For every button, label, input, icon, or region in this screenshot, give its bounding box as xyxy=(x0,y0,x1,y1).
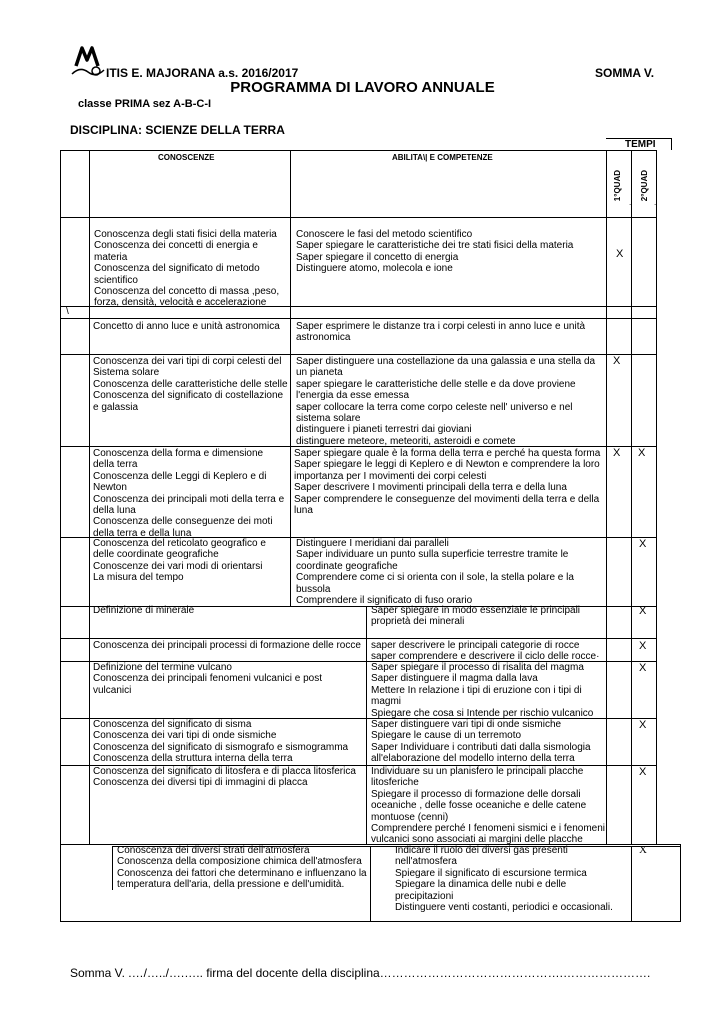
column-header-quad2: 2°QUAD xyxy=(640,170,649,202)
discipline-label: DISCIPLINA: SCIENZE DELLA TERRA xyxy=(70,123,285,137)
row-1-conoscenze: Conoscenza degli stati fisici della materia Conoscenza dei concetti di energia e materia Conoscenza del significato di metodo scientifico Conoscenza del concetto di massa ,peso, forza, densità, velocità e accelerazione xyxy=(94,229,280,309)
row-5-abilita: Distinguere I meridiani dai paralleli Saper individuare un punto sulla superficie terrestre tramite le coordinate geografiche Comprendere come ci si orienta con il sole, la stella polare e la bussola Comprendere il significato di fuso orario xyxy=(296,538,574,607)
row-10-conoscenze: Conoscenza del significato di litosfera e di placca litosferica Conoscenza dei diversi tipi di immagini di placca xyxy=(93,766,356,789)
row-7-abilita: saper descrivere le principali categorie di rocce saper comprendere e descrivere il ciclo delle rocce· xyxy=(371,640,600,663)
row-7-quad2: X xyxy=(639,640,647,652)
row-5-conoscenze: Conoscenza del reticolato geografico e delle coordinate geografiche Conoscenze dei vari modi di orientarsi La misura del tempo xyxy=(93,538,266,584)
row-5-quad2: X xyxy=(639,538,647,550)
quad2-dot: . xyxy=(654,198,657,207)
page-title: PROGRAMMA DI LAVORO ANNUALE xyxy=(230,79,495,96)
teacher-name: SOMMA V. xyxy=(595,66,655,80)
row-9-conoscenze: Conoscenza del significato di sisma Conoscenza dei vari tipi di onde sismiche Conoscenza del significato di sismografo e sismogramma Conoscenza della struttura interna della terra xyxy=(93,719,349,765)
signature-line: Somma V. .…/…../….….. firma del docente della disciplina……………………………………….…………………. xyxy=(70,966,651,980)
school-year: ITIS E. MAJORANA a.s. 2016/2017 xyxy=(106,66,299,80)
row-3-quad1: X xyxy=(613,355,621,367)
row-7-conoscenze: Conoscenza dei principali processi di formazione delle rocce xyxy=(93,640,361,651)
row-3-conoscenze: Conoscenza dei vari tipi di corpi celesti del Sistema solare Conoscenza delle caratteristiche delle stelle Conoscenza del significato di costellazione e galassia xyxy=(93,356,288,413)
row-11-abilita: Indicare il ruolo dei diversi gas presenti nell'atmosfera Spiegare il significato di escursione termica Spiegare la dinamica delle nubi e delle precipitazioni Distinguere venti costanti, periodici e occasionali. xyxy=(395,845,613,914)
spacer-mark: \ xyxy=(66,306,69,317)
row-1-quad1: X xyxy=(616,248,624,260)
quad1-dot: . xyxy=(629,198,632,207)
row-11-conoscenze: Conoscenza dei diversi strati dell'atmosfera Conoscenza della composizione chimica dell'atmosfera Conoscenza dei fattori che determinano e influenzano la temperatura dell'aria, della pressione e dell'umidità. xyxy=(117,845,367,891)
row-11-quad2: X xyxy=(639,844,647,856)
row-9-abilita: Saper distinguere vari tipi di onde sismiche Spiegare le cause di un terremoto Saper Individuare i contributi dati dalla sismologia all'elaborazione del modello interno della terra xyxy=(371,719,591,765)
row-9-quad2: X xyxy=(639,719,647,731)
school-logo xyxy=(70,44,106,78)
row-8-quad2: X xyxy=(639,662,647,674)
row-2-conoscenze: Concetto di anno luce e unità astronomica xyxy=(93,321,280,332)
row-4-abilita: Saper spiegare quale è la forma della terra e perché ha questa forma Saper spiegare le leggi di Keplero e di Newton e comprendere la loro importanza per I movimenti dei corpi celesti Saper descrivere I movimenti principali della terra e della luna Saper comprendere le conseguenze del movimenti della terra e della luna xyxy=(294,448,601,517)
row-10-abilita: Individuare su un planisfero le principali placche litosferiche Spiegare il processo di formazione delle dorsali oceaniche , delle fosse oceaniche e delle catene montuose (cenni) Comprendere perché I fenomeni sismici e i fenomeni vulcanici sono associati ai margini delle placche xyxy=(371,766,605,846)
tempi-label: TEMPI xyxy=(625,139,656,150)
column-header-quad1: 1°QUAD xyxy=(613,170,622,202)
row-3-abilita: Saper distinguere una costellazione da una galassia e una stella da un pianeta saper spiegare le caratteristiche delle stelle e da dove proviene l'energia da esse emessa saper collocare la terra come corpo celeste nell' universo e nel sistema solare distinguere i pianeti terrestri dai gioviani distinguere meteore, meteoriti, asteroidi e comete xyxy=(296,356,596,447)
row-6-conoscenze: Definizione di minerale xyxy=(93,605,195,616)
row-4-quad2: X xyxy=(638,447,646,459)
row-6-abilita: Saper spiegare in modo essenziale le principali proprietà dei minerali xyxy=(371,605,581,628)
row-1-abilita: Conoscere le fasi del metodo scientifico Saper spiegare le caratteristiche dei tre stati fisici della materia Saper spiegare il concetto di energia Distinguere atomo, molecola e ione xyxy=(296,229,574,275)
column-header-abilita: ABILITA\| E COMPETENZE xyxy=(392,153,493,162)
row-4-quad1: X xyxy=(613,447,621,459)
row-6-quad2: X xyxy=(639,605,647,617)
class-label: classe PRIMA sez A-B-C-I xyxy=(78,98,212,110)
row-2-abilita: Saper esprimere le distanze tra i corpi celesti in anno luce e unità astronomica xyxy=(296,321,586,344)
row-4-conoscenze: Conoscenza della forma e dimensione della terra Conoscenza delle Leggi di Keplero e di Newton Conoscenza dei principali moti della terra e della luna Conoscenza delle conseguenze dei moti della terra e della luna xyxy=(93,448,285,539)
row-8-conoscenze: Definizione del termine vulcano Conoscenza dei principali fenomeni vulcanici e post vulcanici xyxy=(93,662,323,696)
row-8-abilita: Saper spiegare il processo di risalita del magma Saper distinguere il magma dalla lava Mettere In relazione i tipi di eruzione con i tipi di magmi Spiegare che cosa si Intende per rischio vulcanico xyxy=(371,662,594,719)
row-10-quad2: X xyxy=(639,766,647,778)
column-header-conoscenze: CONOSCENZE xyxy=(158,153,215,162)
